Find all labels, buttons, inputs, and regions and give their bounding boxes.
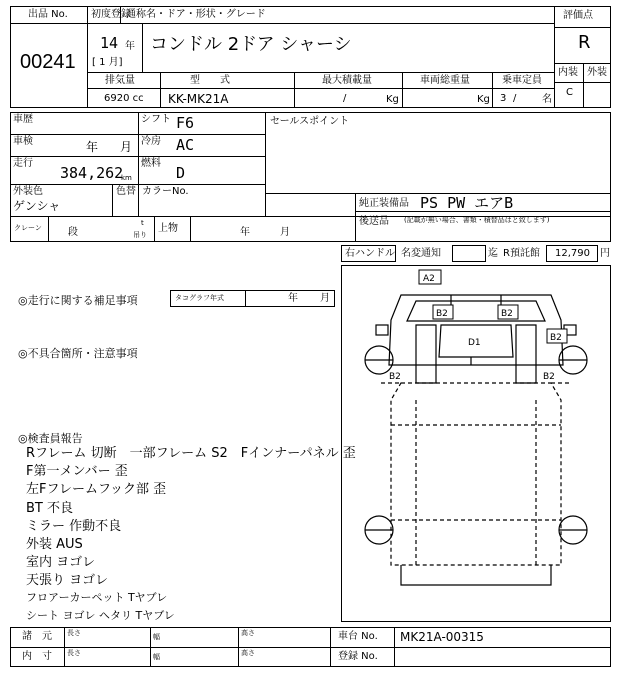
mileage-unit: km [121, 174, 132, 182]
upper-month: 月 [280, 227, 290, 238]
report-line: 天張り ヨゴレ [26, 573, 109, 588]
width-label: 幅 [153, 653, 160, 661]
mileage-label: 走行 [13, 158, 33, 169]
inspector-report-title: ◎検査員報告 [18, 432, 83, 445]
exterior-label: 外装 [587, 67, 607, 78]
inspection-year: 年 [86, 140, 99, 154]
max-load-value: / [343, 93, 347, 104]
model-name-value: コンドル 2ドア シャーシ [150, 34, 352, 55]
chassis-no-label: 車台 No. [338, 631, 378, 642]
inspection-label: 車検 [13, 136, 33, 147]
displacement-value: 6920 cc [104, 93, 144, 104]
color-change-label: 色替 [116, 186, 136, 197]
mileage-value: 384,262 [60, 164, 124, 182]
capacity-label: 乗車定員 [502, 75, 542, 86]
score-value: R [578, 32, 591, 53]
max-load-label: 最大積載量 [322, 75, 372, 86]
interior-value: C [566, 87, 573, 98]
model-code-label: 型 式 [190, 75, 230, 86]
crane-tsuri: 吊り [133, 231, 147, 239]
report-line: ミラー 作動不良 [26, 519, 122, 534]
sales-point-label: セールスポイント [270, 116, 350, 127]
first-reg-label: 初度登録 [91, 9, 131, 20]
equipment-value: PS PW エアB [420, 194, 514, 212]
truck-chassis-diagram [341, 265, 611, 622]
diagram-mark: B2 [436, 309, 448, 319]
name-change-box [452, 245, 486, 262]
inspection-month: 月 [120, 140, 133, 154]
reg-no-label: 登録 No. [338, 651, 378, 662]
year-unit: 年 [125, 41, 135, 52]
diagram-mark: D1 [468, 338, 481, 348]
shift-label: シフト [141, 114, 171, 125]
ac-label: 冷房 [141, 136, 161, 147]
color-label: 外装色 [13, 186, 43, 197]
report-line: フロアーカーペット Tヤブレ [26, 591, 168, 604]
report-line: F第一メンバー 歪 [26, 464, 128, 479]
length-label: 長さ [67, 649, 81, 657]
upper-label: 上物 [158, 223, 178, 234]
tacho-label: タコグラフ年式 [175, 294, 224, 302]
capacity-value: 3 [500, 93, 507, 104]
capacity-sep: / [513, 93, 517, 104]
crane-t: t [141, 219, 144, 227]
specs-label: 諸 元 [22, 631, 52, 642]
diagram-mark: B2 [501, 309, 513, 319]
equipment-label: 純正装備品 [359, 198, 409, 209]
report-line: 左Fフレームフック部 歪 [26, 482, 167, 497]
crane-dan: 段 [68, 227, 78, 238]
model-name-label: 通称名・ドア・形状・グレード [126, 9, 266, 20]
gross-weight-label: 車両総重量 [420, 75, 470, 86]
height-label: 高さ [241, 629, 255, 637]
width-label: 幅 [153, 633, 160, 641]
max-load-unit: Kg [386, 94, 399, 105]
ac-value: AC [176, 136, 195, 154]
length-label: 長さ [67, 629, 81, 637]
diagram-mark: B2 [550, 333, 562, 343]
diagram-mark: B2 [543, 372, 555, 382]
upper-year: 年 [240, 227, 250, 238]
model-code-value: KK-MK21A [168, 92, 229, 106]
diagram-mark: A2 [423, 274, 435, 284]
aftermarket-label: 後送品 [359, 216, 389, 227]
fuel-label: 燃料 [141, 158, 161, 169]
r-deposit-unit: 円 [600, 248, 610, 259]
diagram-mark: B2 [389, 372, 401, 382]
capacity-unit: 名 [542, 94, 552, 105]
report-line: 外装 AUS [26, 537, 83, 552]
height-label: 高さ [241, 649, 255, 657]
crane-label: クレーン [14, 224, 42, 232]
lot-no-label: 出品 No. [28, 9, 68, 20]
aftermarket-note: (記載が無い場合、書類・積替品はと致します) [404, 216, 550, 224]
defects-note-label: ◎不具合箇所・注意事項 [18, 347, 138, 360]
lot-no-value: 00241 [20, 51, 76, 73]
report-line: 室内 ヨゴレ [26, 555, 96, 570]
color-no-label: カラーNo. [142, 186, 189, 197]
r-pre-label: 迄 [488, 248, 498, 259]
grade-label: 評価点 [563, 10, 593, 21]
fuel-value: D [176, 164, 186, 182]
name-change-label: 名変通知 [401, 248, 441, 259]
month-value: [ 1 月] [92, 57, 123, 68]
interior-label: 内装 [558, 67, 578, 78]
gross-weight-unit: Kg [477, 94, 490, 105]
report-line: BT 不良 [26, 501, 73, 516]
year-value: 14 [100, 34, 119, 52]
report-line: Rフレーム 切断 一部フレーム S2 Fインナーパネル 歪 [26, 446, 356, 461]
driving-note-label: ◎走行に関する補足事項 [18, 294, 138, 307]
chassis-no-value: MK21A-00315 [400, 630, 484, 644]
shift-value: F6 [176, 114, 195, 132]
color-value: ゲンシャ [13, 199, 61, 213]
r-deposit-value: 12,790 [555, 248, 590, 259]
tacho-month: 月 [320, 293, 330, 304]
report-line: シート ヨゴレ ヘタリ Tヤブレ [26, 609, 175, 622]
history-label: 車歴 [13, 114, 33, 125]
r-deposit-label: R預託館 [503, 248, 540, 259]
rhd-label: 右ハンドル [345, 248, 395, 259]
dims-label: 内 寸 [22, 651, 52, 662]
tacho-year: 年 [288, 293, 298, 304]
displacement-label: 排気量 [105, 75, 135, 86]
